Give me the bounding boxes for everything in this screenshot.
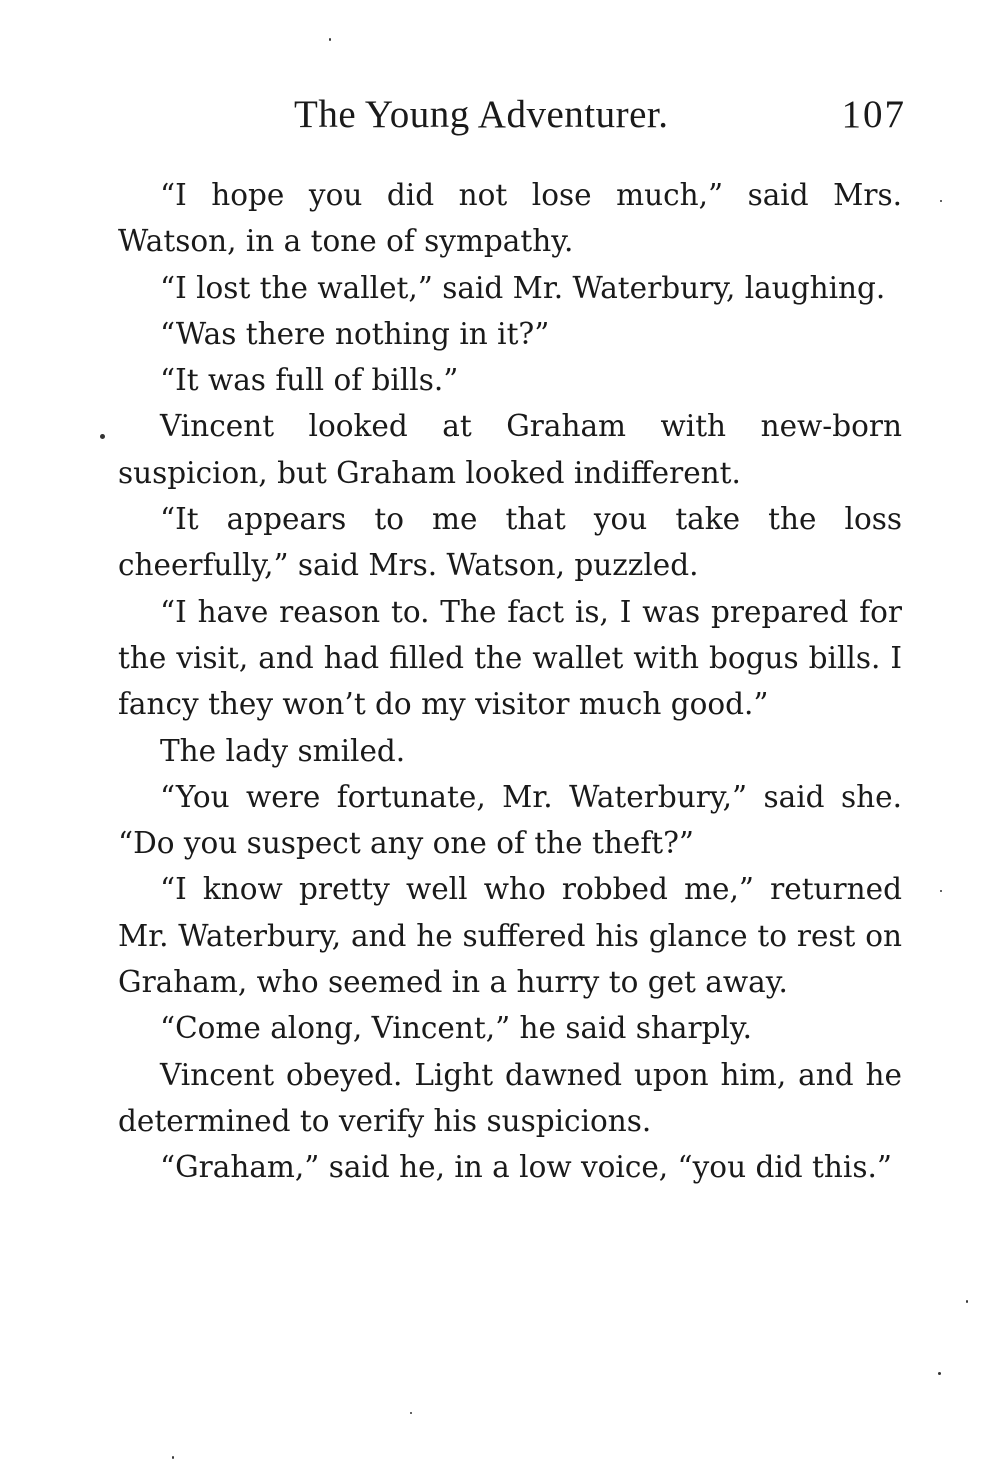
scan-speck — [100, 434, 105, 439]
scan-speck — [938, 1372, 941, 1375]
scan-speck — [940, 890, 942, 892]
paragraph: “Graham,” said he, in a low voice, “you did this.” — [160, 1150, 892, 1185]
paragraph: Vincent looked at Graham with new-born suspicion, but Graham looked indifferent. — [118, 409, 902, 490]
paragraph: “It was full of bills.” — [160, 363, 459, 398]
paragraph: Vincent obeyed. Light dawned upon him, and he determined to verify his suspicions. — [118, 1057, 902, 1138]
paragraph: “You were fortunate, Mr. Waterbury,” said she. “Do you suspect any one of the theft?” — [118, 779, 902, 861]
scan-speck — [940, 200, 942, 202]
paragraph: “Come along, Vincent,” he said sharply. — [160, 1011, 753, 1046]
scan-speck — [410, 1412, 412, 1414]
page-number: 107 — [841, 93, 906, 136]
scan-speck — [966, 1300, 968, 1303]
paragraph: “I hope you did not lose much,” said Mrs. Watson, in a tone of sympathy. — [118, 178, 902, 259]
paragraph: “I lost the wallet,” said Mr. Waterbury, laughing. — [160, 270, 886, 305]
scan-speck — [329, 38, 331, 41]
paragraph: The lady smiled. — [160, 733, 406, 768]
paragraph: “I have reason to. The fact is, I was prepared for the visit, and had filled the wallet with bogus bills. I fancy they won’t do my visitor much good.” — [118, 594, 902, 722]
body-text — [118, 172, 902, 1191]
scan-speck — [172, 1456, 174, 1459]
running-title: The Young Adventurer. — [294, 93, 669, 136]
paragraph: “It appears to me that you take the loss cheerfully,” said Mrs. Watson, puzzled. — [118, 502, 902, 583]
paragraph: “Was there nothing in it?” — [160, 316, 550, 351]
paragraph: “I know pretty well who robbed me,” returned Mr. Waterbury, and he suffered his glance to rest on Graham, who seemed in a hurry to get away. — [118, 872, 902, 1000]
running-head — [118, 92, 906, 142]
